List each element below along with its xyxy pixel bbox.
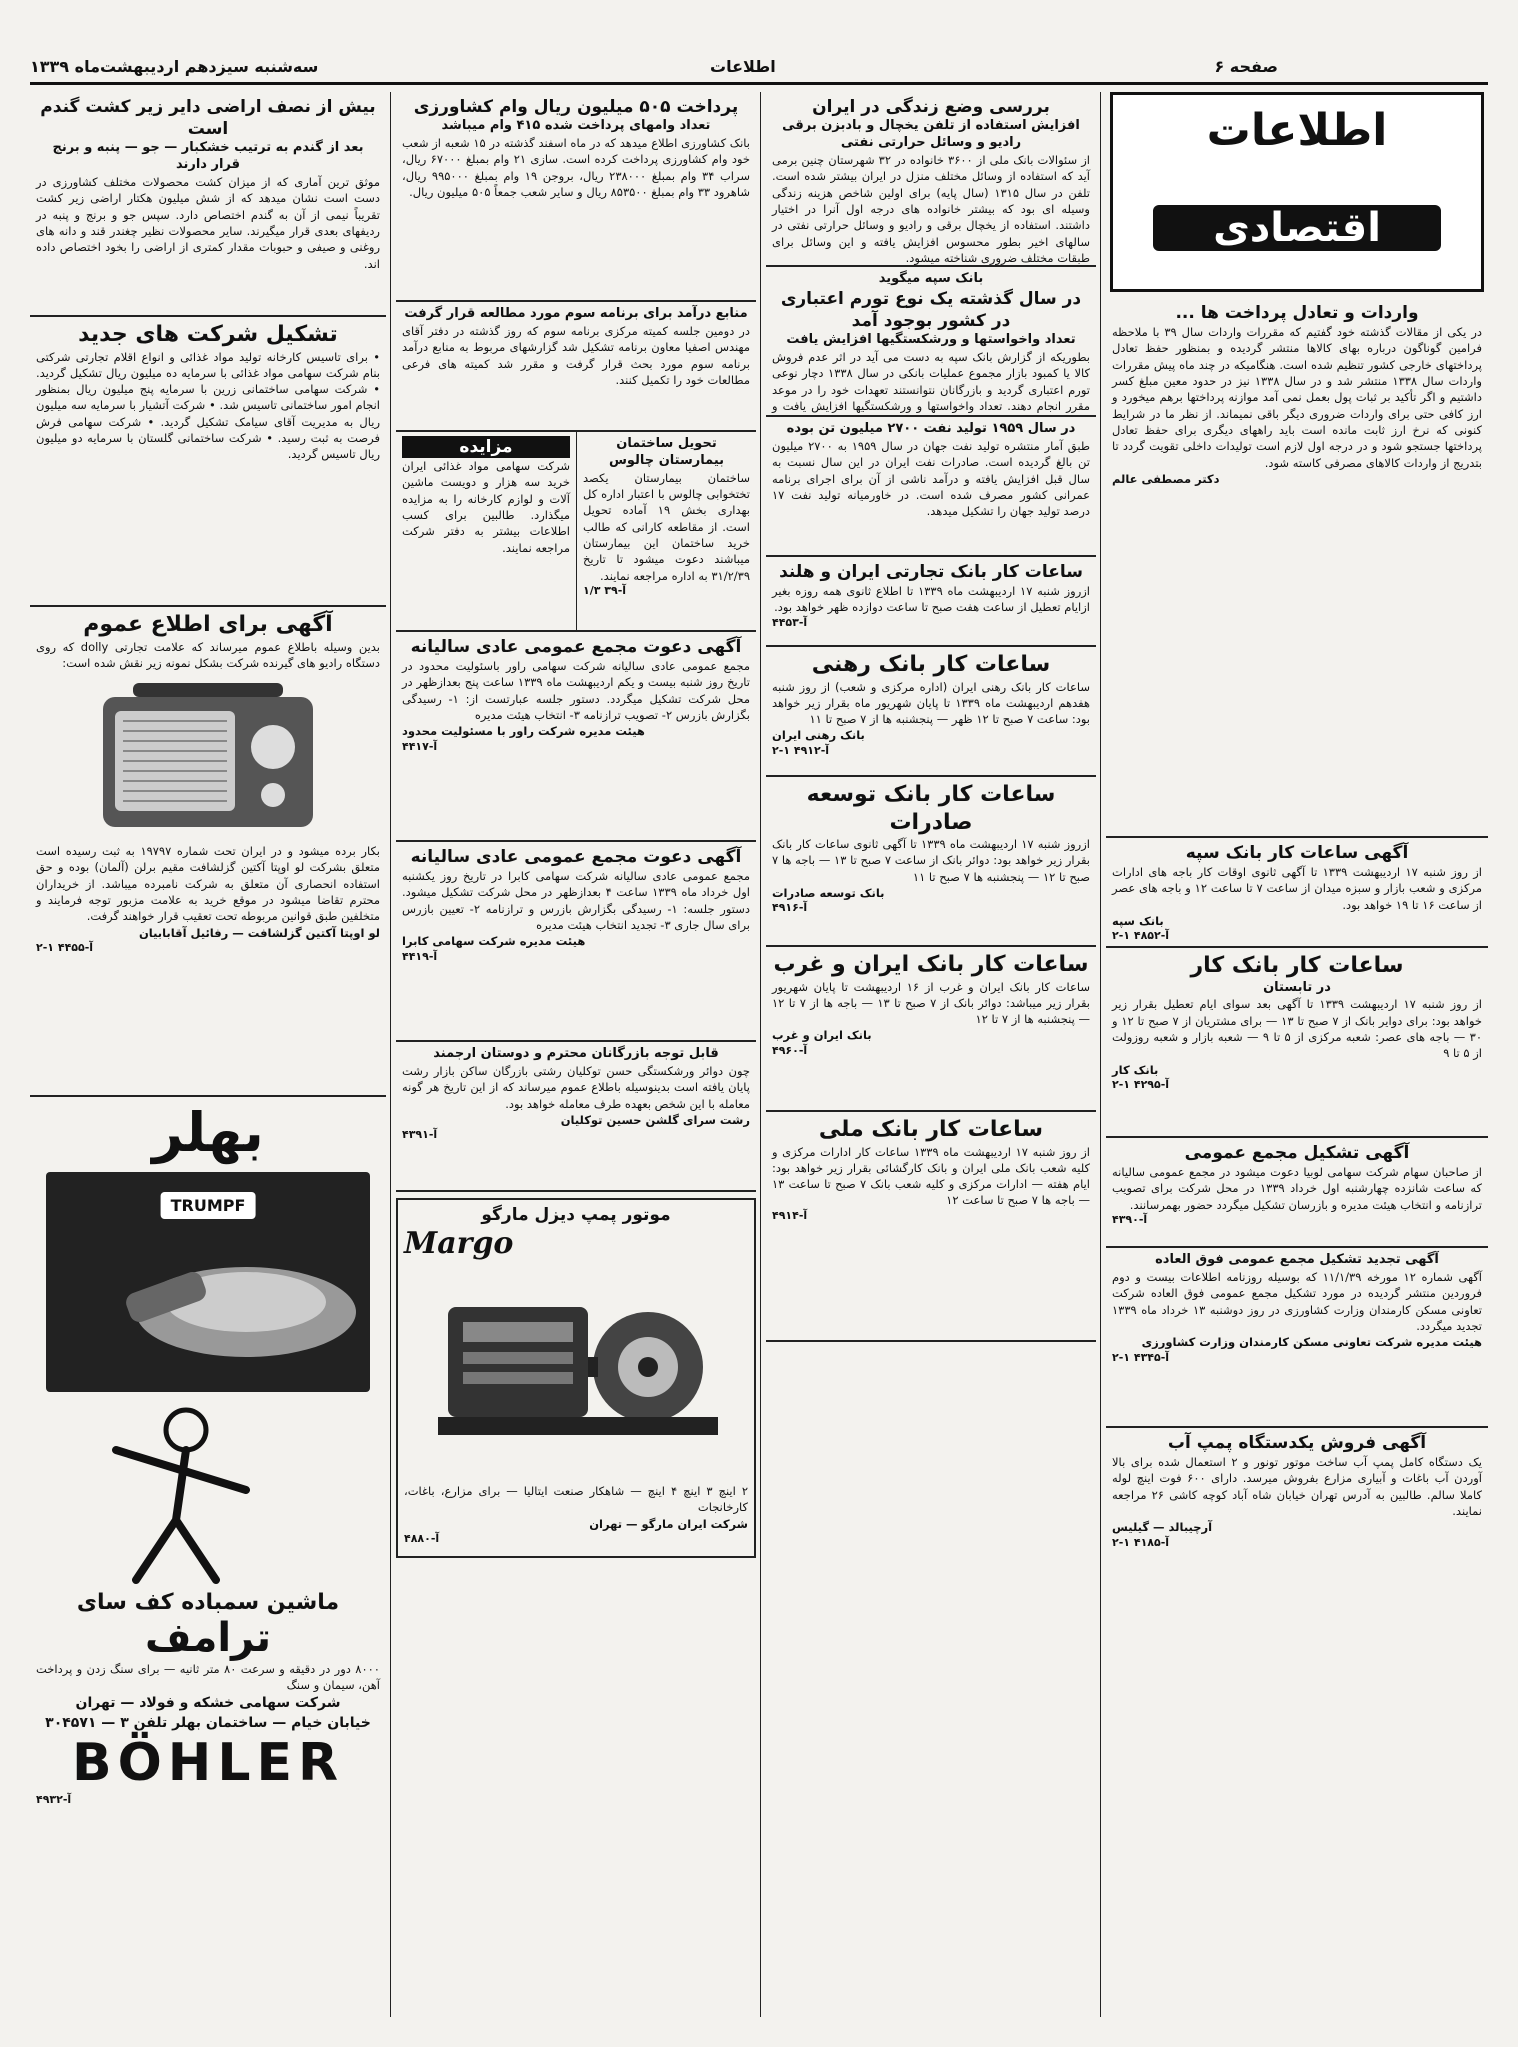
ad-iran-holland-bank (766, 557, 1096, 647)
article-imports-payments (1106, 298, 1488, 838)
ad-body: شرکت سهامی مواد غذائی ایران خرید سه هزار و دویست ماشین آلات و لوازم کارخانه را به مزایده میگذارد. طالبین برای کسب اطلاعات بیشتر به دفتر شرکت مراجعه نمایند. (402, 459, 570, 555)
article-body: • برای تاسیس کارخانه تولید مواد غذائی و انواع اقلام تجارتی شرکتی بنام شرکت سهامی مواد غذائی با سرمایه ده میلیون ریال تشکیل گردید. • شرکت سهامی ساختمانی زرین با سرمایه پنج میلیون ریال بمنظور انجام امور ساختمانی تاسیس شد. • شرکت آتشیار با سرمایه سه میلیون ریال به مدیریت آقای سیامک تشکیل گردید. • شرکت سهامی فرش فرصت به ثبت رسید. • شرکت ساختمانی گلستان با سرمایه دو میلیون ریال تاسیس گردید. (36, 349, 380, 462)
article-subtitle: تعداد واخواستها و ورشکستگیها افزایش یافت (786, 332, 1076, 348)
tr-product-specs: ۸۰۰۰ دور در دقیقه و سرعت ۸۰ متر ثانیه — برای سنگ زدن و پرداخت آهن، سیمان و سنگ (36, 1662, 380, 1693)
page-header (30, 55, 1488, 85)
article-living-standards (766, 92, 1096, 267)
ad-brand: مزایده (402, 436, 570, 458)
article-title: واردات و تعادل پرداخت ها ... (1175, 303, 1419, 323)
ad-bank-melli (766, 1112, 1096, 1342)
trumpf-logo: TRUMPF (161, 1192, 256, 1219)
ad-body: از روز شنبه ۱۷ اردیبهشت ۱۳۳۹ تا آگهی بعد سوای ایام تعطیل بقرار زیر خواهد بود: برای دوایر بانک از ۷ صبح تا ۱۳ — برای مشتریان از ۷ صبح تا ۱۲ و ۳۰ — باجه های عصر: شعبه مرکزی از ۵ تا ۹ — شعبه بازار و شعبه روزولت از ۵ تا ۹ (1112, 997, 1482, 1061)
article-body: بانک کشاورزی اطلاع میدهد که در ماه اسفند گذشته در ۱۵ شعبه از شعب خود وام کشاورزی پرداخت کرده است. سازی ۲۱ وام بمبلغ ۶۷۰۰۰ ریال، سراب ۳۴ وام بمبلغ ۲۳۸۰۰۰ ریال، بروجن ۱۹ وام بمبلغ ۹۹۵۰۰۰ ریال، شاهرود ۳۳ وام بمبلغ ۸۵۳۵۰۰ ریال و سایر شعب جمعاً ۵۰۵ میلیون ریال. (402, 135, 751, 199)
article-third-plan (396, 302, 756, 432)
ad-signature: بانک سپه (1112, 914, 1164, 929)
ad-title: قابل توجه بازرگانان محترم و دوستان ارجمند (433, 1046, 719, 1061)
ad-body: ۲ اینچ ۳ اینچ ۴ اینچ — شاهکار صنعت ایتالیا — برای مزارع، باغات، کارخانجات (404, 1484, 748, 1515)
article-subtitle: بعد از گندم به ترتیب خشکبار — جو — پنبه و برنج قرار دارند (52, 140, 364, 173)
article-title: بررسی وضع زندگی در ایران (812, 97, 1050, 117)
ad-body: آگهی شماره ۱۲ مورخه ۱۱/۱/۳۹ که بوسیله روزنامه اطلاعات بیست و دوم فروردین منتشر گردیده در مورد تشکیل مجمع عمومی فوق العاده شرکت تعاونی مسکن کارمندان وزارت کشاورزی در روز دوشنبه ۱۳ خرداد ماه ۱۳۳۹ تجدید میگردد. (1112, 1269, 1483, 1333)
ad-water-pump-sale (1106, 1428, 1488, 1658)
article-title: در سال گذشته یک نوع تورم اعتباری در کشور بوجود آمد (780, 288, 1082, 331)
article-body: موثق ترین آماری که از میزان کشت محصولات مختلف کشاورزی در دست است نشان میدهد که از شش میلیون هکتار اراضی زیر کشت تقریباً نیمی از آن به گندم اختصاص دارد. سپس جو و برنج و پنبه در ردیفهای بعدی قرار میگیرند. سایر محصولات نظیر چغندر قند و دانه های روغنی و صیفی و حبوبات مقدار کمتری از اراضی را بخود اختصاص داده اند. (36, 174, 380, 271)
ad-body: ساعات کار بانک رهنی ایران (اداره مرکزی و شعب) از روز شنبه هفدهم اردیبهشت ماه ۱۳۳۹ تا پایان شهریور ماه بقرار زیر خواهد بود: ساعت ۷ صبح تا ۱۲ ظهر — پنجشنبه ها از ۷ صبح تا ۱۱ (772, 679, 1090, 727)
ad-title: آگهی تجدید تشکیل مجمع عمومی فوق العاده (1155, 1252, 1439, 1267)
ad-signature: آرچیبالد — گیلیس (1112, 1520, 1213, 1535)
ad-code: آ-۴۸۸۰ (404, 1532, 440, 1546)
article-title: منابع درآمد برای برنامه سوم مورد مطالعه قرار گرفت (404, 306, 748, 321)
article-agri-loans (396, 92, 756, 302)
ad-code: آ-۴۴۵۳ (772, 615, 808, 629)
ad-body: ازروز شنبه ۱۷ اردیبهشت ماه ۱۳۳۹ تا آگهی ثانوی ساعات کار بانک بقرار زیر خواهد بود: دوائر بانک از ساعت ۷ صبح تا ۱۳ — باجه ها ۷ صبح تا ۱۲ — پنجشنبه ها ۷ صبح تا ۱۱ (772, 837, 1090, 884)
ad-code: آ-۴۴۱۷ (402, 739, 438, 753)
ad-bank-kar (1106, 948, 1488, 1138)
ad-code: آ-۴۹۳۲ (36, 1793, 72, 1807)
ad-chalus-hospital (576, 432, 756, 630)
ad-title: آگهی ساعات کار بانک سپه (1185, 843, 1409, 863)
column-rule (1100, 92, 1101, 2017)
ad-trademark-notice (30, 607, 386, 1097)
ad-code: آ-۴۴۱۹ (402, 949, 438, 963)
tr-product-title: ماشین سمباده کف سای (76, 1590, 340, 1615)
ad-code: آ-۴۳۹۱ (402, 1128, 438, 1142)
article-subtitle: افزایش استفاده از تلفن یخچال و بادبزن برقی رادیو و وسائل حرارتی نفتی (782, 118, 1080, 150)
article-subtitle: تعداد وامهای پرداخت شده ۴۱۵ وام میباشد (441, 118, 711, 134)
margo-logo: Margo (404, 1226, 514, 1262)
article-title: بیش از نصف اراضی دایر زیر کشت گندم است (40, 97, 376, 140)
ad-title: ساعات کار بانک تجارتی ایران و هلند (779, 562, 1083, 582)
ad-code: آ-۴۹۱۲ ۱-۲ (772, 743, 830, 757)
ad-title: آگهی دعوت مجمع عمومی عادی سالیانه (410, 637, 742, 657)
ad-body: از روز شنبه ۱۷ اردیبهشت ۱۳۳۹ تا آگهی ثانوی اوقات کار باجه های ادارات مرکزی و شعب بازار و سبزه میدان از ساعت ۷ تا ساعت ۱۲ و باجه های عصر از ساعت ۱۶ تا ۱۹ خواهد بود. (1112, 865, 1482, 912)
ad-signature: بانک کار (1112, 1062, 1159, 1077)
ad-assembly-rawar (396, 632, 756, 842)
ad-code: آ-۴۹۱۶ (772, 901, 808, 915)
ad-signature: هیئت مدیره شرکت تعاونی مسکن کارمندان وزارت کشاورزی (1141, 1335, 1482, 1350)
article-oil-production (766, 417, 1096, 557)
article-body: در دومین جلسه کمیته مرکزی برنامه سوم که روز گذشته در دفتر آقای مهندس اصفیا معاون برنامه تشکیل شد گزارشهای مربوط به منابع درآمد برنامه سوم مورد بحث قرار گرفت و مقرر شد کمیته های فرعی مطالعات خود را تکمیل کنند. (402, 323, 750, 387)
ad-code: آ-۳۹ ۱/۳ (583, 584, 627, 598)
ad-assembly-kabra (396, 842, 756, 1042)
ads-row (396, 432, 756, 632)
ad-title: آگهی تشکیل مجمع عمومی (1184, 1143, 1410, 1163)
ad-export-bank (766, 777, 1096, 947)
worker-figure-illustration (36, 1400, 380, 1590)
ad-title: ساعات کار بانک توسعه صادرات (806, 782, 1056, 835)
ad-body: از روز شنبه ۱۷ اردیبهشت ماه ۱۳۳۹ ساعات کار ادارات مرکزی و کلیه شعب بانک ملی ایران و بانک کارگشائی بقرار زیر خواهد بود: ایام هفته — ادارات مرکزی و کلیه شعب بانک ۷ صبح تا ساعت ۱۳ — باجه ها ۷ صبح تا ساعت ۱۲ (772, 1144, 1090, 1208)
masthead-logo (1110, 92, 1484, 292)
ad-title: آگهی دعوت مجمع عمومی عادی سالیانه (410, 847, 742, 867)
ad-code: آ-۴۹۱۴ (772, 1208, 808, 1222)
column-rule (760, 92, 761, 2017)
ad-title: آگهی فروش یکدستگاه پمپ آب (1167, 1433, 1427, 1453)
ad-code: آ-۴۴۵۵ ۱-۲ (36, 941, 94, 955)
ad-body-continued: بکار برده میشود و در ایران تحت شماره ۱۹۷۹۷ به ثبت رسیده است متعلق بشرکت لو اوپتا آکتین گزلشافت مقیم برلن (آلمان) بوده و حق استفاده انحصاری آن متعلق به شرکت نامبرده میباشد. از خریداران محترم تقاضا میشود در موقع خرید به علامت مزبور توجه فرمایند و متخلفین طبق قوانین مربوطه تحت تعقیب قرار خواهند گرفت. (36, 844, 380, 924)
ad-body: چون دوائر ورشکستگی حسن توکلیان رشتی بازرگان ساکن بازار رشت پایان یافته است بدینوسیله باطلاع عموم میرساند که از این تاریخ هر گونه معامله با این شخص بعهده طرف معامله خواهد بود. (402, 1063, 750, 1111)
article-body: از سئوالات بانک ملی از ۳۶۰۰ خانواده در ۳۲ شهرستان چنین برمی آید که استفاده از وسائل مختلف منزل در ایران بیشتر شده است. تلفن در سال ۱۳۱۵ (سال پایه) برای اولین شاخص هزینه زندگی وسیله ای بود که بیشتر خانواده های درجه اول آنرا در اختیار داشتند. استفاده از یخچال برقی و رادیو و وسائل حرارتی نفتی در سالهای اخیر بطور محسوس افزایش یافته و این وسائل برای طبقات مختلف ضروری شناخته میشود. (772, 152, 1090, 265)
ad-code: آ-۴۳۴۵ ۱-۲ (1112, 1350, 1170, 1364)
ad-title: ساعات کار بانک ملی (818, 1117, 1044, 1142)
tr-company: شرکت سهامی خشکه و فولاد — تهران (75, 1694, 341, 1711)
ad-bank-sepah (1106, 838, 1488, 948)
article-wheat-cultivation (30, 92, 386, 317)
article-body: در یکی از مقالات گذشته خود گفتیم که مقررات واردات سال ۳۹ با ملاحظه فرامین گوناگون درباره بهای کالاها منتشر گردیده و بمنظور حفظ تعادل پرداختهای خارجی کشور تنظیم شده است. هنگامیکه در چند ماه پیش مقررات واردات سال ۱۳۳۸ منتشر شد و در سال ۱۳۳۸ نیز در حدود معین مبلغ کسر داشتیم و اگر تأکید بر ثبات پول بعمل نمی آمد موازنه پرداختها برهم میخورد و ارز کافی حتی برای واردات ضروری دیگر باقی نمیماند. از نظر ما در شرایط کنونی که نرخ ارز ثابت مانده است باید راههای دیگری برای حفظ تعادل پرداختها جستجو شود و در درجه اول لازم است تولیدات داخلی تقویت گردد تا بتدریج از واردات کالاهای مصرفی کاسته شود. (1112, 325, 1482, 470)
trumpf-sander-illustration (46, 1172, 370, 1392)
ad-body: از صاحبان سهام شرکت سهامی لوبیا دعوت میشود در مجمع عمومی سالیانه که ساعت شانزده چهارشنبه اول خرداد ۱۳۳۹ در محل شرکت برای تصویب ترازنامه و انتخاب هیئت مدیره و بازرسان تشکیل میگردد حضور بهمرسانند. (1112, 1165, 1483, 1212)
ad-title: آگهی برای اطلاع عموم (83, 612, 333, 637)
ad-body: بدین وسیله باطلاع عموم میرساند که علامت تجارتی dolly که روی دستگاه رادیو های گیرنده شرکت بشکل نمونه زیر نقش شده است: (36, 639, 381, 670)
ad-extraordinary-assembly (1106, 1248, 1488, 1428)
header-paper: اطلاعات (710, 57, 776, 76)
ad-signature: بانک ایران و غرب (772, 1028, 872, 1043)
ad-merchants-notice (396, 1042, 756, 1192)
ad-title: ساعات کار بانک کار (1190, 953, 1404, 978)
ad-title: تحویل ساختمان بیمارستان چالوس (608, 436, 725, 468)
ad-signature: بانک رهنی ایران (772, 728, 865, 743)
bohler-logo: BÖHLER (71, 1733, 345, 1794)
column-center (396, 92, 756, 2017)
pump-engine-illustration (414, 1267, 738, 1477)
ad-body: ازروز شنبه ۱۷ اردیبهشت ماه ۱۳۳۹ تا اطلاع ثانوی همه روزه بغیر ازایام تعطیل از ساعت هفت صبح تا ساعت دوازده ظهر خواهد بود. (772, 584, 1090, 615)
bohler-script-logo: بهلر (152, 1101, 264, 1164)
tr-brand-name: ترامف (144, 1615, 271, 1661)
ad-bank-rahni (766, 647, 1096, 777)
article-credit-inflation (766, 267, 1096, 417)
ad-title: ساعات کار بانک ایران و غرب (773, 952, 1089, 977)
column-right (1106, 92, 1488, 2017)
radio-illustration (93, 677, 323, 837)
masthead-subtitle: اقتصادی (1153, 205, 1441, 251)
ad-signature: هیئت مدیره شرکت راور با مسئولیت محدود (402, 724, 645, 739)
ad-code: آ-۴۹۶۰ (772, 1043, 808, 1057)
ad-body: ساعات کار بانک ایران و غرب از ۱۶ اردیبهشت تا پایان شهریور بقرار زیر میباشد: دوائر بانک از ۷ صبح تا ۱۳ — باجه ها از ۷ تا ۱۲ — پنجشنبه ها از ۷ تا ۱۲ (772, 979, 1090, 1027)
article-title: پرداخت ۵۰۵ میلیون ریال وام کشاورزی (413, 97, 739, 117)
header-page-number: صفحه ۶ (1214, 57, 1278, 76)
header-date: سه‌شنبه سیزدهم اردیبهشت‌ماه ۱۳۳۹ (30, 57, 319, 76)
article-kicker: بانک سپه میگوید (878, 271, 984, 286)
ad-bohler-trumpf (30, 1097, 386, 2002)
ad-margo-pump (396, 1198, 756, 1558)
ad-general-assembly (1106, 1138, 1488, 1248)
column-left (30, 92, 386, 2017)
ad-company: شرکت ایران مارگو — تهران (589, 1516, 748, 1531)
tr-address: خیابان خیام — ساختمان بهلر تلفن ۳ — ۳۰۴۵۷۱ (45, 1714, 371, 1731)
ad-auction (396, 432, 576, 630)
ad-body: ساختمان بیمارستان یکصد تختخوابی چالوس با اعتبار اداره کل بهداری بخش ۱۹ آماده تحویل است. از مقاطعه کارانی که طالب خرید ساختمان این بیمارستان میباشند دعوت میشود تا تاریخ ۳۱/۲/۳۹ به اداره مراجعه نمایند. (583, 470, 751, 583)
ad-title: ساعات کار بانک رهنی (811, 652, 1051, 677)
ad-code: آ-۴۳۹۰ (1112, 1213, 1148, 1227)
ad-iran-west-bank (766, 947, 1096, 1112)
ad-code: آ-۴۸۵۲ ۱-۲ (1112, 929, 1170, 943)
article-title: تشکیل شرکت های جدید (78, 322, 338, 347)
ad-body: مجمع عمومی عادی سالیانه شرکت سهامی راور باسئولیت محدود در تاریخ روز شنبه بیست و یکم اردیبهشت ماه ۱۳۳۹ ساعت پنج بعدازظهر در محل شرکت تشکیل میگردد. دستور جلسه عبارتست از: ۱- رسیدگی بگزارش بازرس ۲- تصویب ترازنامه ۳- انتخاب هیئت مدیره (402, 659, 751, 723)
masthead-title: اطلاعات (1206, 105, 1388, 156)
ad-signature: بانک توسعه صادرات (772, 885, 885, 900)
ad-body: مجمع عمومی عادی سالیانه شرکت سهامی کابرا در تاریخ روز یکشنبه اول خرداد ماه ۱۳۳۹ ساعت ۴ بعدازظهر در محل شرکت تشکیل میشود. دستور جلسه: ۱- رسیدگی بگزارش بازرس و ترازنامه ۲- تعیین بازرس برای سال جاری ۳- تجدید انتخاب هیئت مدیره (402, 869, 751, 933)
ad-signature: رشت سرای گلشن حسین توکلیان (560, 1112, 750, 1127)
ad-signature: هیئت مدیره شرکت سهامی کابرا (402, 934, 586, 949)
article-body: بطوریکه از گزارش بانک سپه به دست می آید در اثر عدم فروش کالا یا کمبود بازار مجموع عملیات بانکی در سال ۱۳۳۸ دچار نوعی تورم اعتباری گردید و بازرگانان نتوانستند تعهدات خود را در موعد مقرر انجام دهند. تعداد واخواستها و ورشکستگیها افزایش یافت و (772, 349, 1091, 413)
article-title: در سال ۱۹۵۹ تولید نفت ۲۷۰۰ میلیون تن بوده (786, 421, 1076, 436)
ad-signature: لو اوپتا آکتین گزلشافت — رفائیل آقابابیان (138, 925, 380, 940)
ad-title: موتور پمپ دیزل مارگو (481, 1205, 671, 1225)
ad-subtitle: در تابستان (1263, 979, 1331, 995)
ad-code: آ-۴۲۹۵ ۱-۲ (1112, 1078, 1170, 1092)
column-middle-right (766, 92, 1096, 2017)
article-new-companies (30, 317, 386, 607)
column-rule (390, 92, 391, 2017)
article-body: طبق آمار منتشره تولید نفت جهان در سال ۱۹۵۹ به ۲۷۰۰ میلیون تن بالغ گردیده است. صادرات نفت ایران در این سال نسبت به سال قبل افزایش یافته و درآمد ناشی از آن برای اجرای برنامه عمرانی کشور مصرف شده است. در خاورمیانه تولید نفت ۱۷ درصد تولید جهان را تشکیل میدهد. (772, 438, 1090, 519)
ad-code: آ-۴۱۸۵ ۱-۲ (1112, 1535, 1170, 1549)
ad-body: یک دستگاه کامل پمپ آب ساخت موتور تونور و ۲ استعمال شده برای بالا آوردن آب باغات و آبیاری مزارع بفروش میرسد. دارای ۶۰۰ فوت اینچ لوله کاملا سالم. طالبین به آدرس تهران خیابان شاه آباد کوچه کاشی ۲۶ مراجعه نمایند. (1112, 1455, 1482, 1519)
article-author: دکتر مصطفی عالم (1112, 472, 1220, 487)
